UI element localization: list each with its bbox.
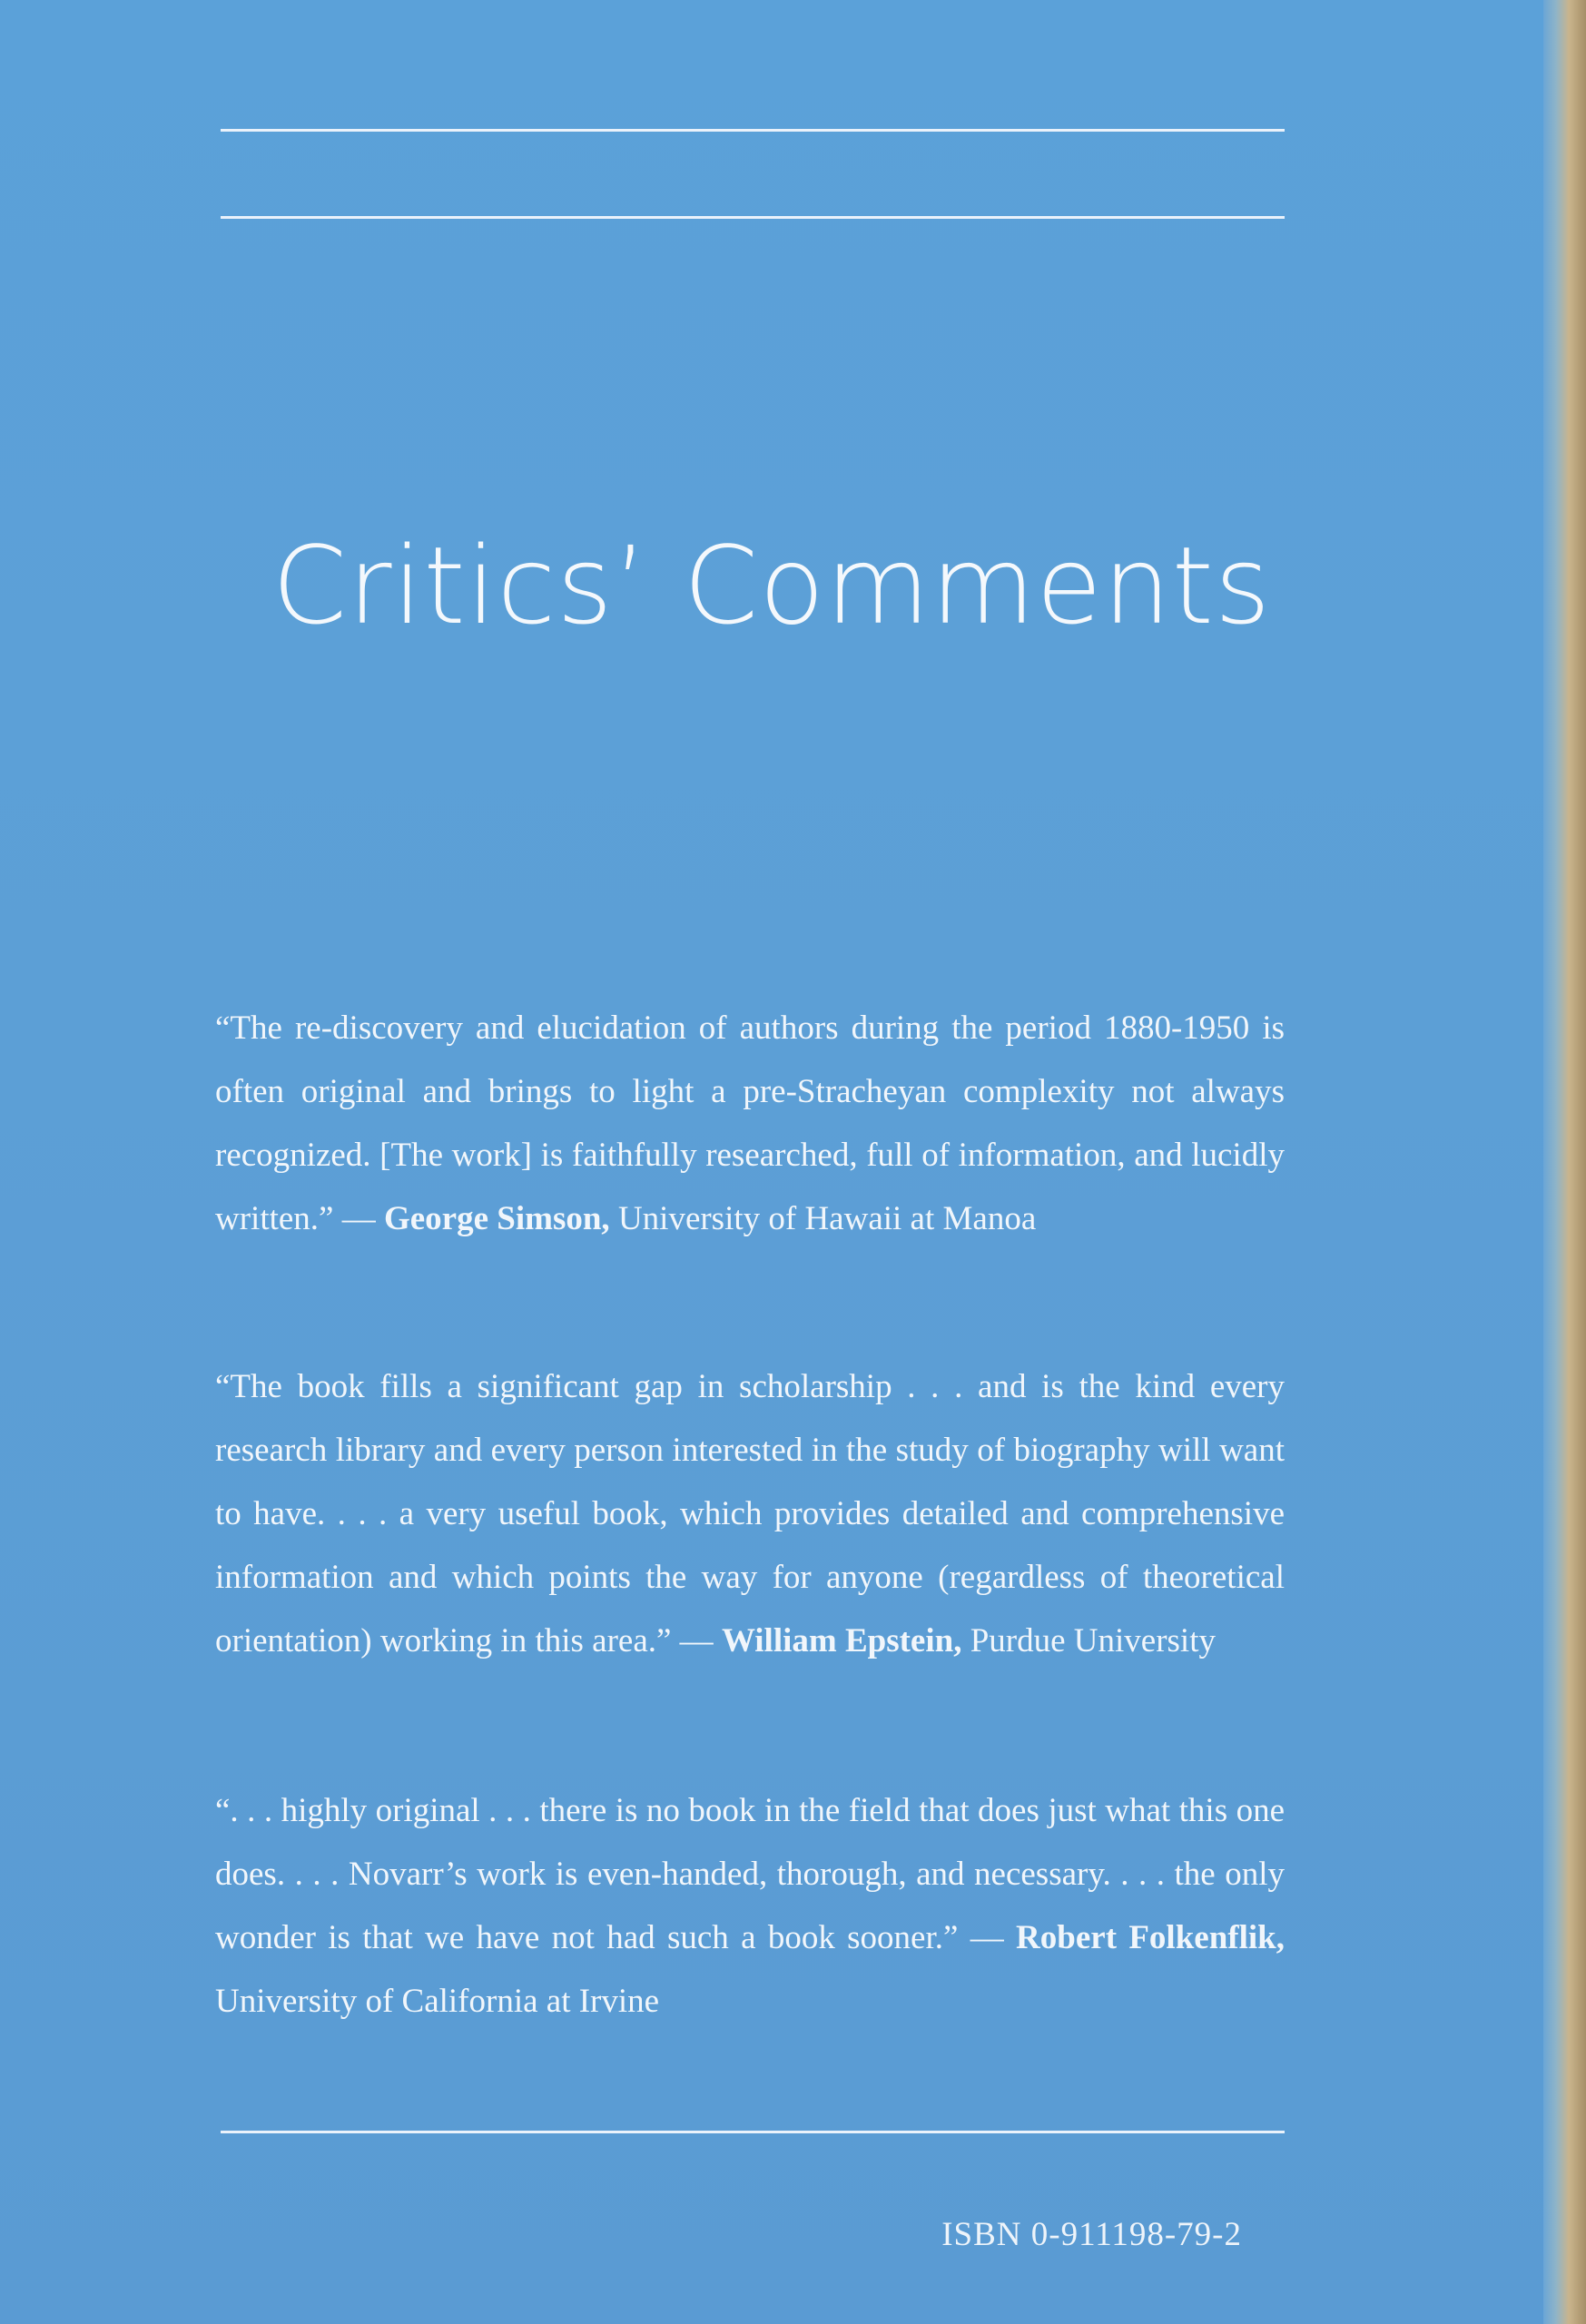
isbn-number: ISBN 0-911198-79-2 — [941, 2216, 1242, 2253]
bottom-rule — [221, 2131, 1285, 2133]
top-rule-2 — [221, 216, 1285, 219]
critic-affiliation: University of Hawaii at Manoa — [609, 1200, 1037, 1237]
critic-name: Robert Folkenflik, — [1016, 1919, 1285, 1956]
critic-affiliation: Purdue University — [961, 1622, 1216, 1659]
quote-text: “The book fills a significant gap in scholarship . . . and is the kind every research library and every person interested in the study of biography will want to have. . . . a very useful book, which provides detailed and comprehensive information and which points the way for anyone (regardless of theoretical orientation) working in this area.” — — [215, 1368, 1285, 1659]
critic-affiliation: University of California at Irvine — [215, 1983, 660, 2020]
critic-quote-3 — [215, 1779, 1285, 2034]
critic-name: George Simson, — [383, 1200, 610, 1237]
quote-text: “The re-discovery and elucidation of authors during the period 1880-1950 is often original and brings to light a pre-Stracheyan complexity not always recognized. [The work] is faithfully researched, full of information, and lucidly written.” — — [215, 1009, 1285, 1237]
critic-quote-1 — [215, 997, 1285, 1251]
top-rule-1 — [221, 129, 1285, 132]
quote-text: “. . . highly original . . . there is no book in the field that does just what this one does. . . . Novarr’s work is even-handed, thorough, and necessary. . . . the only wonder is that we have not had such a book sooner.” — — [215, 1792, 1285, 1956]
critic-name: William Epstein, — [721, 1622, 962, 1659]
cover-title: Critics’ Comments — [271, 523, 1272, 648]
book-spine-edge — [1543, 0, 1586, 2324]
critic-quote-2 — [215, 1355, 1285, 1673]
